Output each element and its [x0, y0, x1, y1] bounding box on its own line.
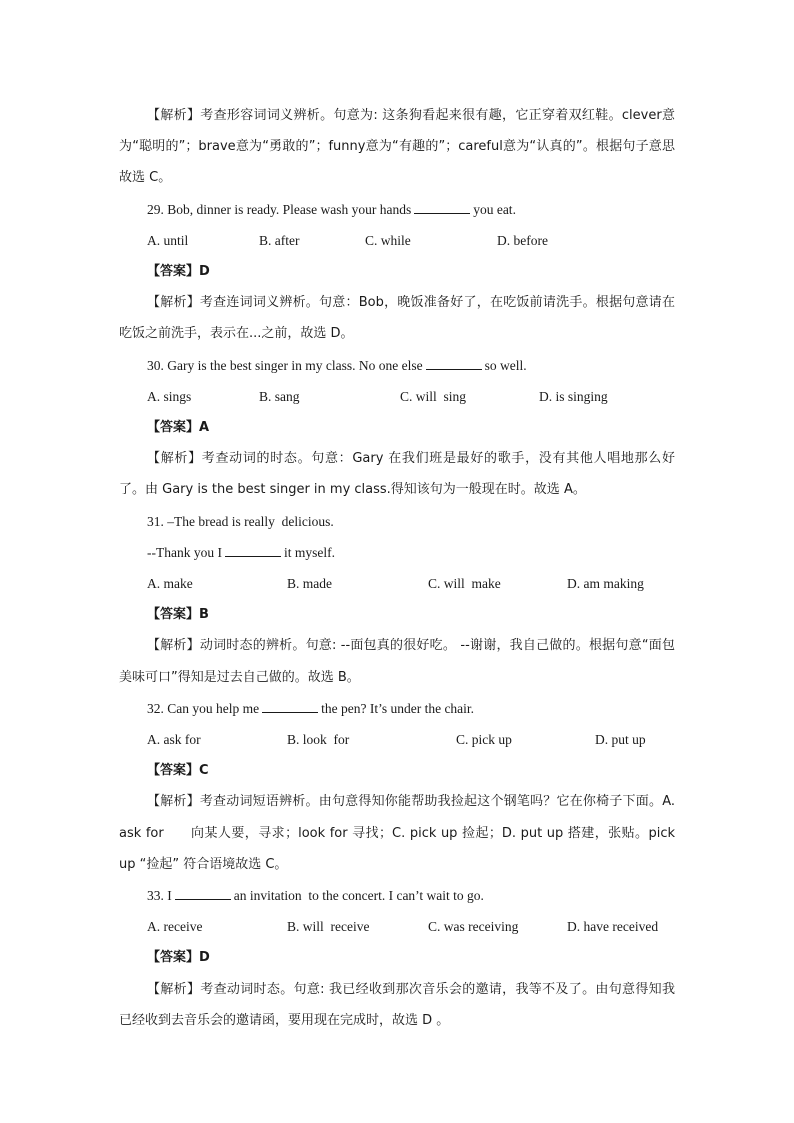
- question-line: [119, 537, 675, 568]
- options-row: [119, 381, 675, 412]
- answer-line: 【答案】D: [147, 950, 210, 966]
- option-d: D. am making: [567, 576, 644, 592]
- options-row: [119, 911, 675, 942]
- option-b: B. made: [287, 576, 332, 592]
- question-line: [119, 880, 675, 911]
- answer-line: 【答案】A: [147, 420, 210, 435]
- question-line: [119, 194, 675, 225]
- option-a: A. receive: [147, 919, 203, 935]
- answer-line: 【答案】D: [147, 264, 210, 279]
- answer-blank: [414, 201, 470, 214]
- answer-blank: [426, 357, 482, 370]
- answer-line: 【答案】C: [147, 763, 209, 779]
- question-line: 31. –The bread is really delicious.: [147, 513, 334, 529]
- question-text-after: the pen? It’s under the chair.: [321, 700, 475, 716]
- option-d: D. put up: [595, 732, 646, 748]
- option-b: B. sang: [259, 388, 300, 404]
- option-c: C. will make: [428, 576, 501, 592]
- option-a: A. until: [147, 232, 189, 248]
- question-line: [119, 350, 675, 381]
- answer-blank: [225, 544, 281, 557]
- option-a: A. ask for: [147, 732, 201, 748]
- question-text-after: so well.: [484, 357, 527, 373]
- question-text-after: you eat.: [473, 201, 516, 217]
- option-d: D. before: [497, 232, 548, 248]
- question-text-after: it myself.: [283, 544, 335, 560]
- answer-blank: [175, 887, 231, 900]
- document-content: [119, 100, 675, 1036]
- option-d: D. have received: [567, 919, 659, 935]
- question-text-after: an invitation to the concert. I can’t wait to go.: [233, 888, 484, 904]
- explanation-paragraph: 【解析】考查动词时态。句意: 我已经收到那次音乐会的邀请，我等不及了。由句意得知我已经收到去音乐会的邀请函，要用现在完成时，故选 D 。: [119, 981, 675, 1028]
- question-text-before: 29. Bob, dinner is ready. Please wash your hands: [147, 201, 412, 217]
- option-c: C. was receiving: [428, 919, 519, 935]
- explanation-paragraph: 【解析】考查动词短语辨析。由句意得知你能帮助我捡起这个钢笔吗？它在你椅子下面。A. ask for 向某人要，寻求；look for 寻找；C. pick up 捡起；D. put up 搭建，张贴。pick up “捡起” 符合语境故选 C。: [119, 794, 675, 872]
- options-row: [119, 724, 675, 755]
- explanation-paragraph: 【解析】考查形容词词义辨析。句意为: 这条狗看起来很有趣，它正穿着双红鞋。clever意为“聪明的”；brave意为“勇敢的”；funny意为“有趣的”；careful意为“认真的”。根据句子意思故选 C。: [119, 108, 675, 186]
- answer-line: 【答案】B: [147, 607, 209, 623]
- option-b: B. will receive: [287, 919, 370, 935]
- options-row: [119, 568, 675, 599]
- question-text-before: 33. I: [147, 888, 172, 904]
- option-a: A. sings: [147, 388, 192, 404]
- explanation-paragraph: 【解析】动词时态的辨析。句意: --面包真的很好吃。 --谢谢，我自己做的。根据句意“面包美味可口”得知是过去自己做的。故选 B。: [119, 638, 675, 685]
- question-text-before: 32. Can you help me: [147, 700, 260, 716]
- explanation-paragraph: 【解析】考查动词的时态。句意：Gary 在我们班是最好的歌手，没有其他人唱地那么好了。由 Gary is the best singer in my class.得知该句为一般现在时。故选 A。: [119, 451, 675, 498]
- question-line: [119, 693, 675, 724]
- option-c: C. pick up: [456, 732, 512, 748]
- option-a: A. make: [147, 576, 193, 592]
- answer-blank: [262, 700, 318, 713]
- option-d: D. is singing: [539, 388, 608, 404]
- question-text-before: --Thank you I: [147, 544, 222, 560]
- options-row: [119, 225, 675, 256]
- option-b: B. look for: [287, 732, 350, 748]
- option-c: C. will sing: [400, 388, 467, 404]
- explanation-paragraph: 【解析】考查连词词义辨析。句意：Bob，晚饭准备好了，在吃饭前请洗手。根据句意请在吃饭之前洗手，表示在...之前，故选 D。: [119, 295, 675, 342]
- option-b: B. after: [259, 232, 300, 248]
- question-text-before: 30. Gary is the best singer in my class. No one else: [147, 357, 423, 373]
- option-c: C. while: [365, 232, 411, 248]
